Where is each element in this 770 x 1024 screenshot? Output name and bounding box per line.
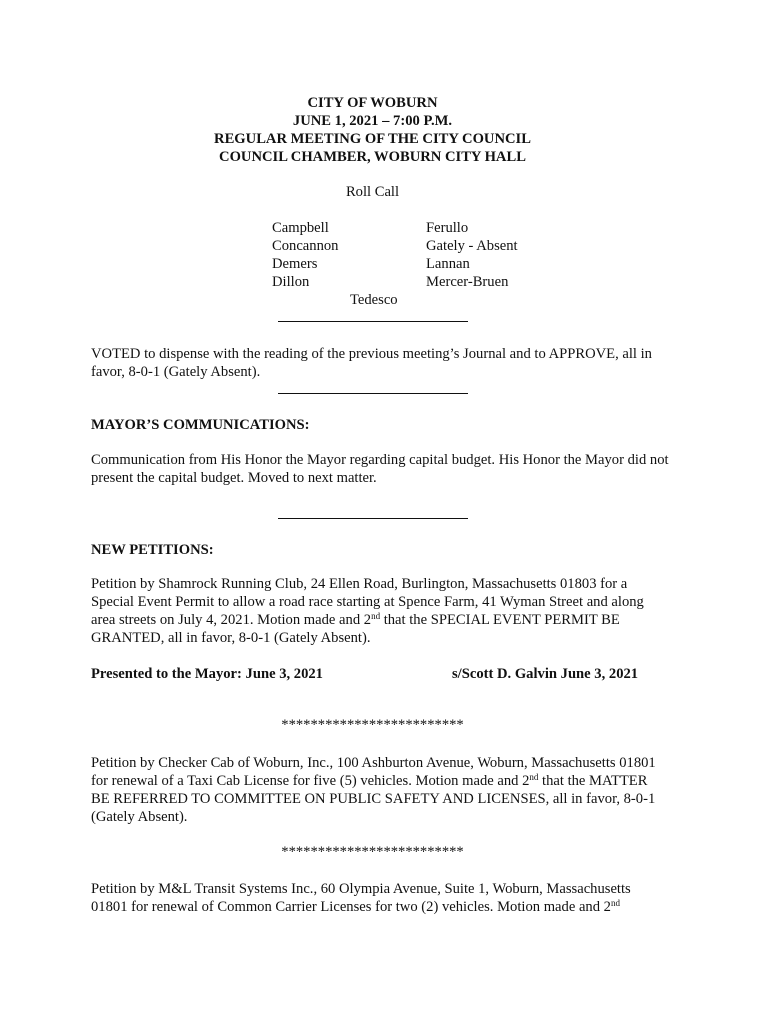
petition-text: that the SPECIAL EVENT PERMIT BE GRANTED, all in favor, 8-0-1 (Gately Absent). [91,612,620,646]
petition-text: Petition by Shamrock Running Club, 24 Ellen Road, Burlington, Massachusetts 01803 for a Special Event Permit to allow a road race starting at Spence Farm, 41 Wyman Street and along area streets on July 4, 2021. Motion made and 2 [91,576,644,628]
roll-call-member: Dillon [272,274,310,290]
header-date: JUNE 1, 2021 – 7:00 P.M. [292,113,453,129]
roll-call-member: Lannan [426,256,470,272]
petition-ml-transit [91,880,669,916]
roll-call-member: Gately - Absent [426,238,518,254]
roll-call-member: Mercer-Bruen [426,274,509,290]
petition-shamrock [91,575,666,647]
header-location: COUNCIL CHAMBER, WOBURN CITY HALL [219,149,526,165]
presented-to-mayor: Presented to the Mayor: June 3, 2021 [91,666,323,682]
ordinal-suffix: nd [371,611,381,621]
roll-call-member: Concannon [272,238,339,254]
roll-call-member: Demers [272,256,318,272]
roll-call-member: Ferullo [426,220,469,236]
roll-call-member: Campbell [272,220,329,236]
petition-text: Petition by M&L Transit Systems Inc., 60 Olympia Avenue, Suite 1, Woburn, Massachusetts 01801 for renewal of Common Carrier Licenses for two (2) vehicles. Motion made and 2 [91,881,631,915]
divider-line [278,321,468,322]
ordinal-suffix: nd [529,772,539,782]
new-petitions-heading: NEW PETITIONS: [91,542,214,558]
petition-text: Petition by Checker Cab of Woburn, Inc., 100 Ashburton Avenue, Woburn, Massachusetts 01801 for renewal of a Taxi Cab License for five (5) vehicles. Motion made and 2 [91,755,656,789]
header-city: CITY OF WOBURN [307,95,438,111]
ordinal-suffix: nd [610,898,620,908]
roll-call-title: Roll Call [345,184,400,200]
divider-line [278,518,468,519]
roll-call-member: Tedesco [350,292,398,308]
petition-text: that the MATTER BE REFERRED TO COMMITTEE ON PUBLIC SAFETY AND LICENSES, all in favor, 8-0-1 (Gately Absent). [91,773,656,825]
header-meeting: REGULAR MEETING OF THE CITY COUNCIL [214,131,531,147]
mayors-communication-text: Communication from His Honor the Mayor regarding capital budget. His Honor the Mayor did not present the capital budget. Moved to next matter. [91,452,669,486]
signature-line: s/Scott D. Galvin June 3, 2021 [452,666,639,682]
separator-stars: ************************* [281,844,464,860]
separator-stars: ************************* [281,717,464,733]
mayors-communications-heading: MAYOR’S COMMUNICATIONS: [91,417,310,433]
petition-checker-cab [91,754,663,826]
journal-vote-text: VOTED to dispense with the reading of the previous meeting’s Journal and to APPROVE, all in favor, 8-0-1 (Gately Absent). [91,346,652,380]
divider-line [278,393,468,394]
